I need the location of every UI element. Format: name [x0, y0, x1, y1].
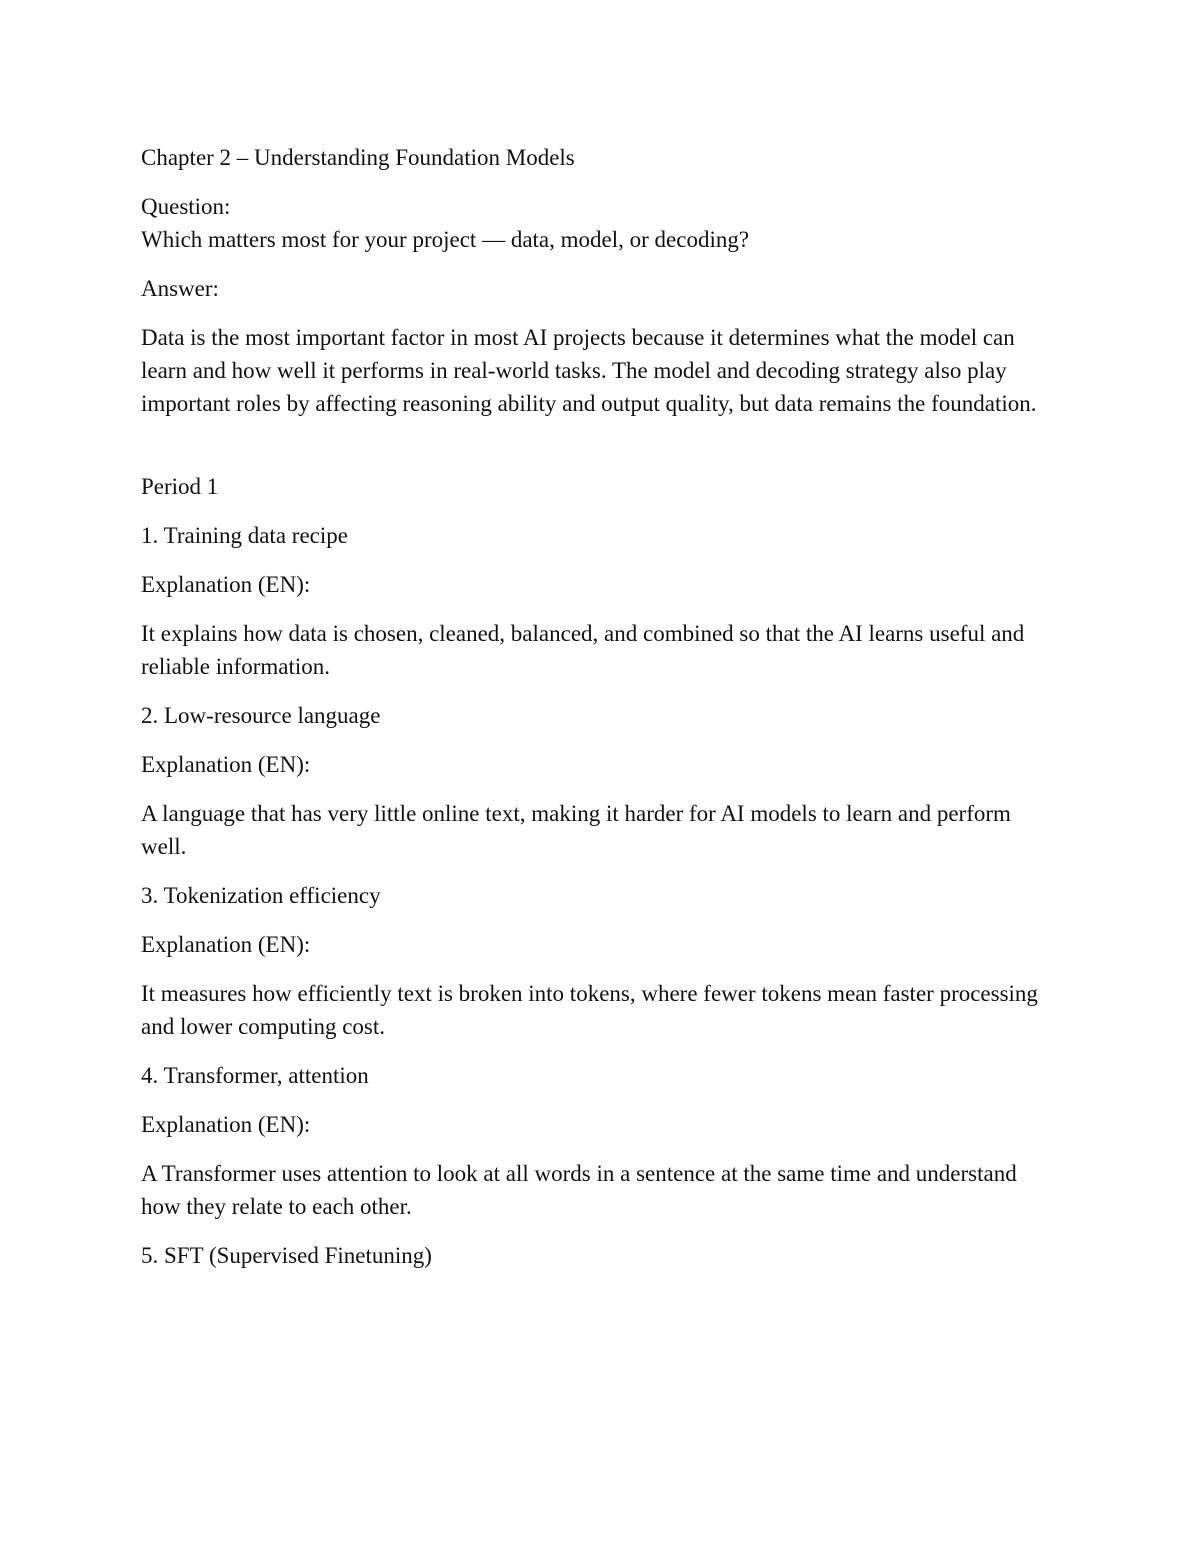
- answer-text: Data is the most important factor in most AI projects because it determines what the model can learn and how well it performs in real-world tasks. The model and decoding strategy also play important roles by affecting reasoning ability and output quality, but data remains the foundation.: [141, 325, 1037, 416]
- term-explanation: It explains how data is chosen, cleaned, balanced, and combined so that the AI learns useful and reliable information.: [141, 621, 1025, 679]
- explanation-label: Explanation (EN):: [141, 1112, 311, 1137]
- term-explanation: It measures how efficiently text is broken into tokens, where fewer tokens mean faster processing and lower computing cost.: [141, 981, 1038, 1039]
- term-title: 4. Transformer, attention: [141, 1063, 369, 1088]
- question-label: Question:: [141, 194, 231, 219]
- answer-label: Answer:: [141, 276, 219, 301]
- term-explanation: A Transformer uses attention to look at all words in a sentence at the same time and understand how they relate to each other.: [141, 1161, 1017, 1219]
- term-explanation: A language that has very little online text, making it harder for AI models to learn and perform well.: [141, 801, 1011, 859]
- chapter-title: Chapter 2 – Understanding Foundation Models: [141, 145, 575, 170]
- term-title: 3. Tokenization efficiency: [141, 883, 381, 908]
- explanation-label: Explanation (EN):: [141, 932, 311, 957]
- term-title: 5. SFT (Supervised Finetuning): [141, 1243, 432, 1268]
- term-title: 2. Low-resource language: [141, 703, 381, 728]
- question-text: Which matters most for your project — data, model, or decoding?: [141, 227, 750, 252]
- period-heading: Period 1: [141, 474, 219, 499]
- explanation-label: Explanation (EN):: [141, 752, 311, 777]
- explanation-label: Explanation (EN):: [141, 572, 311, 597]
- term-title: 1. Training data recipe: [141, 523, 348, 548]
- document-body: [141, 141, 1041, 1288]
